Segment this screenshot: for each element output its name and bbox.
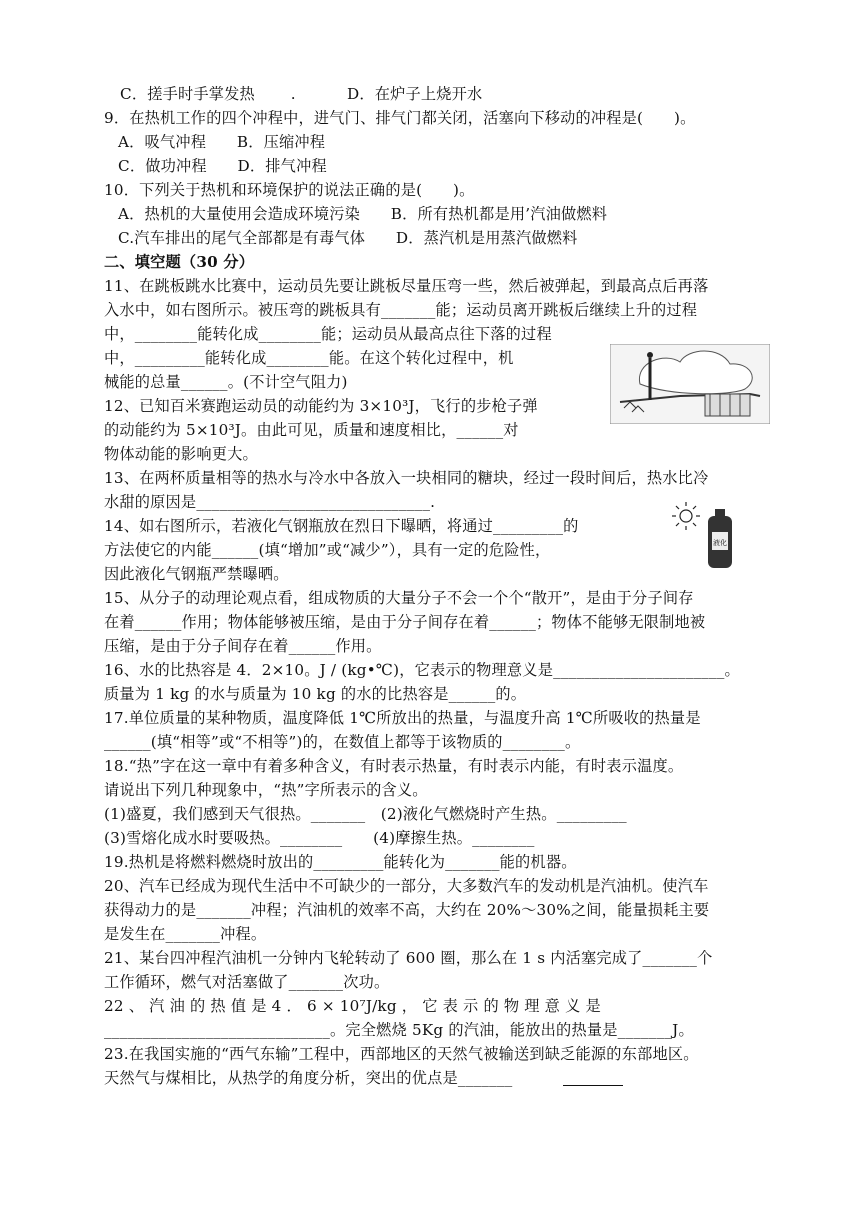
section-heading: 二、填空题（30 分）: [104, 253, 255, 271]
q10-options-ab: A．热机的大量使用会造成环境污染 B．所有热机都是用’汽油做燃料: [118, 205, 608, 223]
q15-line-1: 15、从分子的动理论观点看，组成物质的大量分子不会一个个“散开”，是由于分子间存: [104, 589, 694, 607]
q12-line-3: 物体动能的影响更大。: [104, 445, 258, 463]
q20-line-1: 20、汽车已经成为现代生活中不可缺少的一部分，大多数汽车的发动机是汽油机。使汽车: [104, 877, 709, 895]
q23-line-2: 天然气与煤相比，从热学的角度分析，突出的优点是_______: [104, 1069, 513, 1087]
q13-line-2: 水甜的原因是______________________________.: [104, 493, 436, 511]
gas-cylinder-figure: [668, 498, 744, 574]
gas-cylinder-label: 液化: [713, 539, 727, 547]
q11-line-2: 入水中，如右图所示。被压弯的跳板具有_______能；运动员离开跳板后继续上升的过程: [104, 301, 698, 319]
q16-line-2: 质量为 1 kg 的水与质量为 10 kg 的水的比热容是______的。: [104, 685, 527, 703]
q10-stem: 10．下列关于热机和环境保护的说法正确的是( )。: [104, 181, 475, 199]
q21-line-1: 21、某台四冲程汽油机一分钟内飞轮转动了 600 圈，那么在 1 s 内活塞完成了_______个: [104, 949, 713, 967]
q18-line-1: 18.“热”字在这一章中有着多种含义，有时表示热量，有时表示内能，有时表示温度。: [104, 757, 684, 775]
q9-options-cd: C．做功冲程 D．排气冲程: [118, 157, 327, 175]
q11-line-3: 中，________能转化成________能；运动员从最高点往下落的过程: [104, 325, 552, 343]
q13-line-1: 13、在两杯质量相等的热水与冷水中各放入一块相同的糖块，经过一段时间后，热水比冷: [104, 469, 709, 487]
q18-line-3: (1)盛夏，我们感到天气很热。_______ (2)液化气燃烧时产生热。_________: [104, 805, 627, 823]
q22-line-2: _____________________________。完全燃烧 5Kg 的汽油，能放出的热量是_______J。: [104, 1021, 694, 1039]
q15-line-2: 在着______作用；物体能够被压缩，是由于分子间存在着______；物体不能够无限制地被: [104, 613, 706, 631]
q10-options-cd: C.汽车排出的尾气全部都是有毒气体 D．蒸汽机是用蒸汽做燃料: [118, 229, 578, 247]
q9-options-ab: A．吸气冲程 B．压缩冲程: [118, 133, 326, 151]
sun-icon: [672, 502, 700, 530]
q21-line-2: 工作循环，燃气对活塞做了_______次功。: [104, 973, 390, 991]
q20-line-3: 是发生在_______冲程。: [104, 925, 267, 943]
q18-line-2: 请说出下列几种现象中，“热”字所表示的含义。: [104, 781, 428, 799]
q17-line-2: ______(填“相等”或“不相等”)的，在数值上都等于该物质的________。: [104, 733, 581, 751]
q8-options-cd: C．搓手时手掌发热 . D．在炉子上烧开水: [120, 85, 483, 103]
q22-line-1: 22 、 汽 油 的 热 值 是 4 ． 6 × 10⁷J/kg ， 它 表 示 的 物 理 意 义 是: [104, 997, 601, 1015]
q15-line-3: 压缩，是由于分子间存在着______作用。: [104, 637, 382, 655]
diving-board-figure: [610, 344, 770, 424]
q12-line-2: 的动能约为 5×10³J。由此可见，质量和速度相比，______对: [104, 421, 519, 439]
q20-line-2: 获得动力的是_______冲程；汽油机的效率不高，大约在 20%～30%之间，能量损耗主要: [104, 901, 710, 919]
q11-line-1: 11、在跳板跳水比赛中，运动员先要让跳板尽量压弯一些，然后被弹起，到最高点后再落: [104, 277, 709, 295]
q14-line-2: 方法使它的内能______(填“增加”或“减少”），具有一定的危险性，: [104, 541, 551, 559]
gas-cylinder-icon: [708, 509, 732, 568]
q14-line-1: 14、如右图所示，若液化气钢瓶放在烈日下曝晒，将通过_________的: [104, 517, 579, 535]
q11-line-5: 械能的总量______。(不计空气阻力): [104, 373, 348, 391]
q23-line-1: 23.在我国实施的“西气东输”工程中，西部地区的天然气被输送到缺乏能源的东部地区。: [104, 1045, 699, 1063]
q19-line-1: 19.热机是将燃料燃烧时放出的_________能转化为_______能的机器。: [104, 853, 577, 871]
q18-line-4: (3)雪熔化成水时要吸热。________ (4)摩擦生热。________: [104, 829, 535, 847]
q9-stem: 9．在热机工作的四个冲程中，进气门、排气门都关闭，活塞向下移动的冲程是( )。: [104, 109, 696, 127]
q14-line-3: 因此液化气钢瓶严禁曝晒。: [104, 565, 289, 583]
q16-line-1: 16、水的比热容是 4．2×10。J / (kg•℃)，它表示的物理意义是______________________。: [104, 661, 740, 679]
q11-line-4: 中，_________能转化成________能。在这个转化过程中，机: [104, 349, 514, 367]
answer-underline: [563, 1085, 623, 1086]
q12-line-1: 12、已知百米赛跑运动员的动能约为 3×10³J，飞行的步枪子弹: [104, 397, 538, 415]
q17-line-1: 17.单位质量的某种物质，温度降低 1℃所放出的热量，与温度升高 1℃所吸收的热量是: [104, 709, 701, 727]
